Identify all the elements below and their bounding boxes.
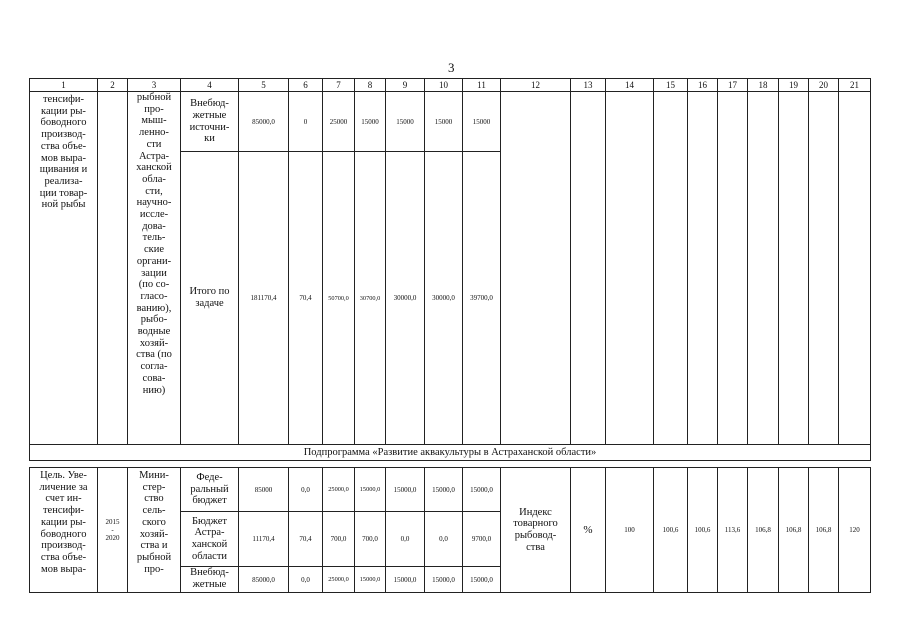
goal-text: Цель. Уве- личение за счет ин- тенсифи- кации ры- боводного производ- ства объе- мов выра- <box>39 470 88 575</box>
value-cell: 0,0 <box>425 512 463 567</box>
source-label: Бюджет Астра- ханской области <box>191 515 228 562</box>
value-cell: 181170,4 <box>239 152 289 445</box>
indicator-value: 120 <box>839 468 871 593</box>
value-cell: 11170,4 <box>239 512 289 567</box>
empty-cell <box>688 92 718 445</box>
value-cell: 25000 <box>323 92 355 152</box>
empty-cell <box>779 92 809 445</box>
header-cell: 10 <box>425 79 463 92</box>
source-label-cell <box>181 567 239 593</box>
executor-text: Мини- стер- ство сель- ского хозяй- ства и рыбной про- <box>136 470 172 575</box>
source-label: Итого по задаче <box>189 286 230 309</box>
indicator-value: 106,8 <box>809 468 839 593</box>
value-cell: 39700,0 <box>463 152 501 445</box>
value-cell: 25000,0 <box>323 468 355 512</box>
header-cell: 9 <box>386 79 425 92</box>
header-cell: 19 <box>779 79 809 92</box>
value-cell: 15000 <box>463 92 501 152</box>
value-cell: 85000,0 <box>239 92 289 152</box>
header-cell: 18 <box>748 79 779 92</box>
header-cell: 21 <box>839 79 871 92</box>
header-cell: 16 <box>688 79 718 92</box>
goal-text: тенсифи- кации ры- боводного производ- ства объе- мов выра- щивания и реализа- ции товар- ной рыбы <box>39 94 88 211</box>
value-cell: 15000,0 <box>425 567 463 593</box>
value-cell: 25000,0 <box>323 567 355 593</box>
header-cell: 15 <box>654 79 688 92</box>
indicator-value: 100,6 <box>688 468 718 593</box>
empty-cell <box>718 92 748 445</box>
source-label-cell <box>181 512 239 567</box>
value-cell: 15000,0 <box>463 468 501 512</box>
value-cell: 15000,0 <box>386 468 425 512</box>
value-cell: 50700,0 <box>323 152 355 445</box>
value-cell: 15000,0 <box>355 567 386 593</box>
subprogram-title: Подпрограмма «Развитие аквакультуры в Астраханской области» <box>30 445 871 461</box>
value-cell: 70,4 <box>289 152 323 445</box>
value-cell: 85000,0 <box>239 567 289 593</box>
period-text: 2015 - 2020 <box>105 518 120 542</box>
goal-text-cell <box>30 92 98 445</box>
value-cell: 30700,0 <box>355 152 386 445</box>
header-row <box>30 79 871 92</box>
header-cell: 3 <box>128 79 181 92</box>
empty-cell <box>809 92 839 445</box>
empty-cell <box>654 92 688 445</box>
header-cell: 14 <box>606 79 654 92</box>
indicator-value: 106,8 <box>748 468 779 593</box>
header-cell: 4 <box>181 79 239 92</box>
value-cell: 0,0 <box>289 567 323 593</box>
value-cell: 15000,0 <box>425 468 463 512</box>
indicator-value: 100 <box>606 468 654 593</box>
spacer-row <box>30 461 871 468</box>
header-cell: 12 <box>501 79 571 92</box>
budget-table <box>29 78 871 593</box>
empty-cell <box>748 92 779 445</box>
table-row <box>30 92 871 152</box>
executor-cell <box>128 92 181 445</box>
value-cell: 15000,0 <box>386 567 425 593</box>
indicator-cell <box>501 468 571 593</box>
value-cell: 15000 <box>355 92 386 152</box>
indicator-value: 106,8 <box>779 468 809 593</box>
source-label: Внебюд- жетные <box>190 567 229 590</box>
value-cell: 85000 <box>239 468 289 512</box>
source-label-cell <box>181 92 239 152</box>
spacer-cell <box>30 461 871 468</box>
unit-cell: % <box>571 468 606 593</box>
source-label-cell <box>181 152 239 445</box>
header-cell: 5 <box>239 79 289 92</box>
source-label: Внебюд- жетные источни- ки <box>189 98 230 145</box>
value-cell: 9700,0 <box>463 512 501 567</box>
value-cell: 0 <box>289 92 323 152</box>
header-cell: 11 <box>463 79 501 92</box>
value-cell: 700,0 <box>323 512 355 567</box>
executor-cell <box>128 468 181 593</box>
value-cell: 0,0 <box>386 512 425 567</box>
value-cell: 30000,0 <box>425 152 463 445</box>
value-cell: 15000,0 <box>355 468 386 512</box>
header-cell: 20 <box>809 79 839 92</box>
value-cell: 70,4 <box>289 512 323 567</box>
goal-text-cell <box>30 468 98 593</box>
value-cell: 15000 <box>425 92 463 152</box>
period-cell <box>98 92 128 445</box>
value-cell: 700,0 <box>355 512 386 567</box>
empty-cell <box>571 92 606 445</box>
header-cell: 2 <box>98 79 128 92</box>
subprogram-row <box>30 445 871 461</box>
value-cell: 15000,0 <box>463 567 501 593</box>
header-cell: 1 <box>30 79 98 92</box>
empty-cell <box>501 92 571 445</box>
executor-text: рыбной про- мыш- ленно- сти Астра- ханской обла- сти, научно- иссле- дова- тель- ские органи- зации (по со- гласо- ванию), рыбо- водные хозяй- ства (по согла- сова- нию) <box>136 92 172 396</box>
table-row <box>30 468 871 512</box>
header-cell: 7 <box>323 79 355 92</box>
empty-cell <box>839 92 871 445</box>
indicator-value: 100,6 <box>654 468 688 593</box>
header-cell: 17 <box>718 79 748 92</box>
header-cell: 6 <box>289 79 323 92</box>
empty-cell <box>606 92 654 445</box>
indicator-name: Индекс товарного рыбовод- ства <box>513 506 558 553</box>
header-cell: 13 <box>571 79 606 92</box>
indicator-value: 113,6 <box>718 468 748 593</box>
source-label: Феде- ральный бюджет <box>190 471 229 507</box>
header-cell: 8 <box>355 79 386 92</box>
value-cell: 15000 <box>386 92 425 152</box>
period-cell <box>98 468 128 593</box>
value-cell: 0,0 <box>289 468 323 512</box>
value-cell: 30000,0 <box>386 152 425 445</box>
source-label-cell <box>181 468 239 512</box>
page-number: 3 <box>448 60 455 75</box>
